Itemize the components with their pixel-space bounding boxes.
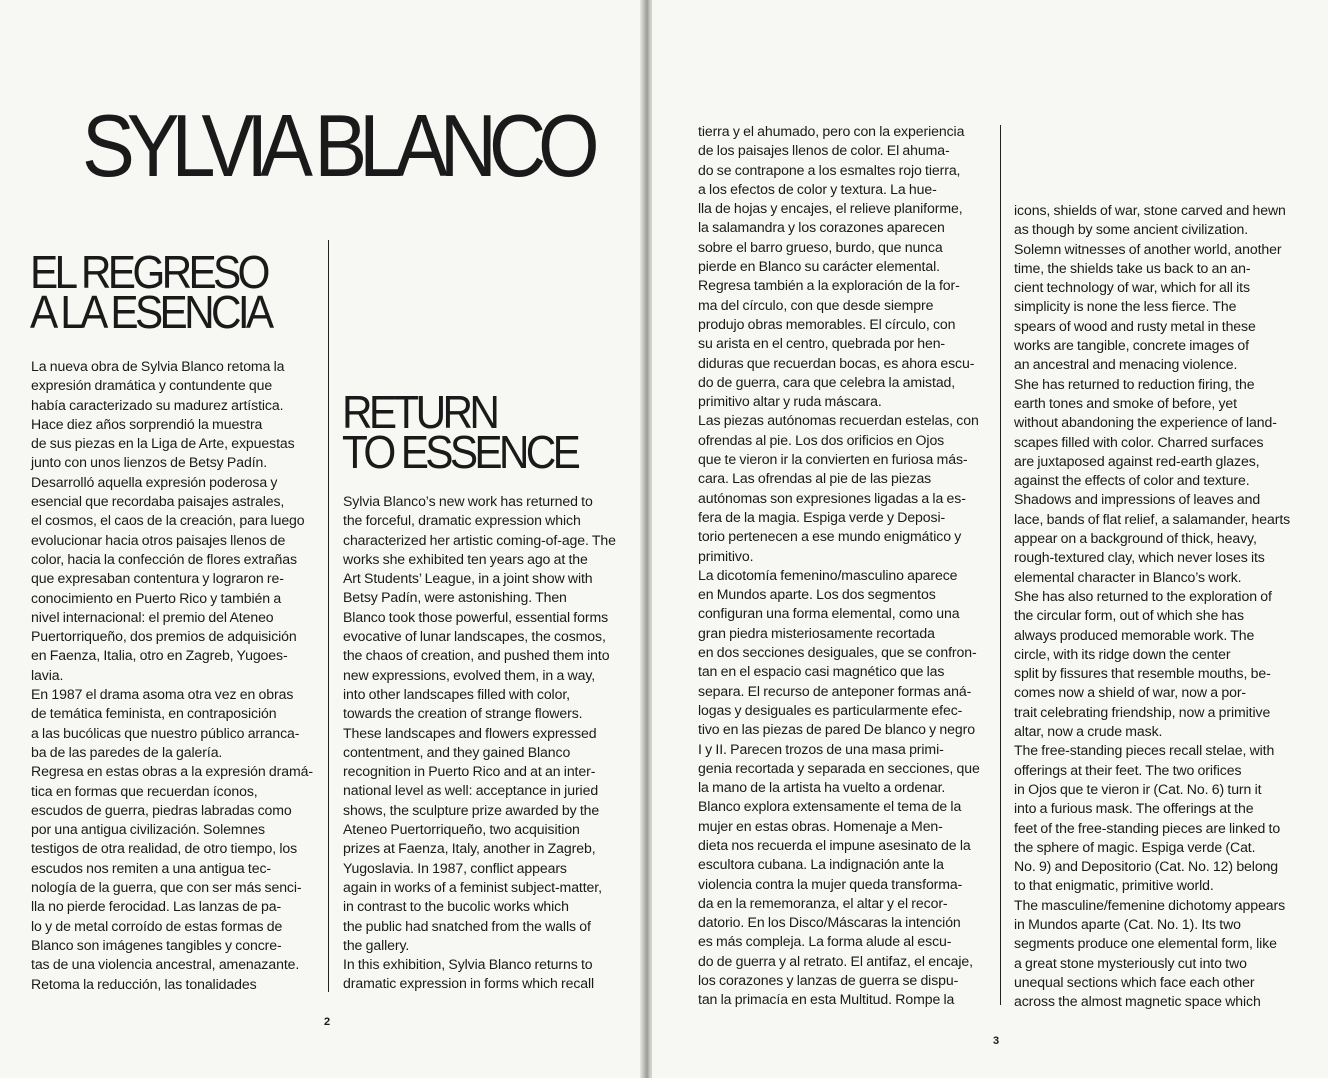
text-line: tierra y el ahumado, pero con la experiencia — [698, 123, 965, 139]
text-line: circle, with its ridge down the center — [1014, 645, 1231, 662]
text-line: national level as well: acceptance in juried — [343, 782, 599, 799]
text-line: Solemn witnesses of another world, another — [1014, 240, 1282, 257]
text-line: Retoma la reducción, las tonalidades — [31, 975, 257, 992]
text-line: autónomas son expresiones ligadas a la es- — [698, 489, 966, 506]
text-line: sobre el barro grueso, burdo, que nunca — [698, 238, 943, 255]
text-line: diduras que recuerdan bocas, es ahora escu- — [698, 354, 975, 371]
text-line: The masculine/femenine dichotomy appears — [1014, 896, 1286, 913]
text-line: Betsy Padín, were astonishing. Then — [343, 589, 567, 606]
text-line: que te vieron ir la convierten en furiosa más- — [698, 451, 968, 468]
text-line: Ateneo Puertorriqueño, two acquisition — [343, 821, 580, 838]
text-line: against the effects of color and texture. — [1014, 472, 1250, 489]
text-line: que expresaban contentura y lograron re- — [31, 570, 284, 587]
text-line: dramatic expression in forms which recall — [343, 975, 595, 992]
text-line: offerings at their feet. The two orifices — [1014, 761, 1242, 778]
page-number: 3 — [993, 1035, 1000, 1047]
text-line: la salamandra y los corazones aparecen — [698, 219, 945, 236]
text-line: Hace diez años sorprendió la muestra — [31, 415, 263, 432]
text-line: appear on a background of thick, heavy, — [1014, 530, 1257, 547]
text-line: icons, shields of war, stone carved and hewn — [1014, 202, 1286, 218]
text-line: are juxtaposed against red-earth glazes, — [1014, 452, 1260, 469]
text-line: evocative of lunar landscapes, the cosmos, — [343, 628, 606, 645]
text-line: configuran una forma elemental, como una — [698, 605, 960, 622]
text-line: mujer en estas obras. Homenaje a Men- — [698, 817, 943, 834]
text-line: tas de una violencia ancestral, amenazante. — [31, 956, 300, 973]
text-line: junto con unos lienzos de Betsy Padín. — [31, 454, 268, 471]
text-line: es más compleja. La forma alude al escu- — [698, 933, 952, 950]
heading-line: EL REGRESO — [30, 246, 267, 298]
text-line: contentment, and they gained Blanco — [343, 743, 571, 760]
text-line: produjo obras memorables. El círculo, con — [698, 315, 956, 332]
text-line: I y II. Parecen trozos de una masa primi- — [698, 740, 944, 757]
text-line: lace, bands of flat relief, a salamander, hearts — [1014, 510, 1291, 527]
text-line: lo y de metal corroído de estas formas de — [31, 917, 283, 934]
text-line: ofrendas al pie. Los dos orificios en Ojos — [698, 431, 945, 448]
text-line: La nueva obra de Sylvia Blanco retoma la — [31, 358, 285, 374]
text-line: cara. Las ofrendas al pie de las piezas — [698, 470, 932, 487]
text-line: evolucionar hacia otros paisajes llenos de — [31, 531, 286, 548]
text-line: su arista en el centro, quebrada por hen- — [698, 335, 946, 352]
text-line: En 1987 el drama asoma otra vez en obras — [31, 686, 294, 703]
text-line: works are tangible, concrete images of — [1014, 337, 1249, 354]
text-line: conocimiento en Puerto Rico y también a — [31, 589, 282, 606]
text-line: datorio. En los Disco/Máscaras la intención — [698, 914, 961, 931]
text-line: testigos de otra realidad, de otro tiempo, los — [31, 840, 298, 857]
text-line: expresión dramática y contundente que — [31, 377, 273, 394]
text-line: el cosmos, el caos de la creación, para luego — [31, 512, 305, 529]
text-line: The free-standing pieces recall stelae, with — [1014, 742, 1275, 759]
text-line: spears of wood and rusty metal in these — [1014, 317, 1256, 334]
text-line: ba de las paredes de la galería. — [31, 743, 223, 760]
text-line: lla no pierde ferocidad. Las lanzas de pa- — [31, 898, 282, 915]
text-line: earth tones and smoke of before, yet — [1014, 394, 1237, 411]
text-line: without abandoning the experience of land- — [1014, 414, 1277, 431]
text-line: do de guerra, cara que celebra la amistad, — [698, 373, 956, 390]
text-line: in Ojos que te vieron ir (Cat. No. 6) turn it — [1014, 780, 1262, 797]
text-line: scapes filled with color. Charred surfaces — [1014, 433, 1264, 450]
text-line: a great stone mysteriously cut into two — [1014, 954, 1247, 971]
text-line: de temática feminista, en contraposición — [31, 705, 277, 722]
text-line: escudos de guerra, piedras labradas como — [31, 801, 292, 818]
text-line: Blanco explora extensamente el tema de la — [698, 798, 962, 815]
text-line: Desarrolló aquella expresión poderosa y — [31, 473, 278, 490]
text-line: gran piedra misteriosamente recortada — [698, 624, 935, 641]
text-line: ma del círculo, con que desde siempre — [698, 296, 934, 313]
text-line: genia recortada y separada en secciones, que — [698, 759, 980, 776]
text-line: No. 9) and Depositorio (Cat. No. 12) belong — [1014, 858, 1279, 875]
text-line: split by fissures that resemble mouths, be- — [1014, 665, 1271, 682]
text-line: primitivo. — [698, 547, 754, 564]
text-line: tan en el espacio casi magnético que las — [698, 663, 945, 680]
text-line: esencial que recordaba paisajes astrales, — [31, 493, 285, 510]
text-line: nología de la guerra, que con ser más senci- — [31, 879, 302, 896]
text-line: tica en formas que recuerdan íconos, — [31, 782, 258, 799]
text-line: en Mundos aparte. Los dos segmentos — [698, 586, 936, 603]
text-line: Art Students’ League, in a joint show with — [343, 570, 593, 587]
text-line: unequal sections which face each other — [1014, 973, 1255, 990]
text-line: Regresa en estas obras a la expresión dramá- — [31, 763, 313, 780]
text-line: nivel internacional: el premio del Ateneo — [31, 608, 274, 625]
text-line: los corazones y lanzas de guerra se dispu- — [698, 972, 959, 989]
text-line: escudos nos remiten a una antigua tec- — [31, 859, 271, 876]
right-page — [652, 0, 1328, 1078]
heading-spanish — [30, 246, 271, 338]
heading-line: A LA ESENCIA — [30, 286, 271, 338]
text-line: new expressions, evolved them, in a way, — [343, 666, 596, 683]
text-line: the chaos of creation, and pushed them into — [343, 647, 610, 664]
text-line: as though by some ancient civilization. — [1014, 221, 1249, 238]
text-line: prizes at Faenza, Italy, another in Zagreb, — [343, 840, 596, 857]
text-line: a los efectos de color y textura. La hue- — [698, 180, 937, 197]
text-line: logas y desiguales es particularmente efec- — [698, 701, 963, 718]
text-line: altar, now a crude mask. — [1014, 723, 1163, 740]
text-line: the sphere of magic. Espiga verde (Cat. — [1014, 838, 1256, 855]
text-line: fera de la magia. Espiga verde y Deposi- — [698, 508, 946, 525]
text-line: elemental character in Blanco’s work. — [1014, 568, 1242, 585]
text-line: de los paisajes llenos de color. El ahuma- — [698, 142, 950, 159]
text-line: the circular form, out of which she has — [1014, 607, 1244, 624]
text-line: always produced memorable work. The — [1014, 626, 1255, 643]
text-line: towards the creation of strange flowers. — [343, 705, 583, 722]
text-line: trait celebrating friendship, now a primitive — [1014, 703, 1271, 720]
column-divider — [328, 240, 329, 992]
text-line: había caracterizado su madurez artística. — [31, 396, 284, 413]
text-line: shows, the sculpture prize awarded by the — [343, 801, 600, 818]
text-line: rough-textured clay, which never loses its — [1014, 549, 1265, 566]
text-line: Las piezas autónomas recuerdan estelas, con — [698, 412, 979, 429]
text-line: simplicity is none the less fierce. The — [1014, 298, 1237, 315]
text-line: torio pertenecen a ese mundo enigmático y — [698, 528, 962, 545]
text-line: Shadows and impressions of leaves and — [1014, 491, 1261, 508]
text-line: Sylvia Blanco’s new work has returned to — [343, 493, 593, 509]
heading-english — [342, 386, 578, 478]
text-line: dieta nos recuerda el impune asesinato de la — [698, 836, 971, 853]
column-divider — [1000, 125, 1001, 1005]
text-line: de sus piezas en la Liga de Arte, expuestas — [31, 435, 295, 452]
text-line: Regresa también a la exploración de la for- — [698, 277, 960, 294]
english-text-column-continued — [1014, 201, 1304, 1011]
text-line: the public had snatched from the walls of — [343, 917, 591, 934]
text-line: These landscapes and flowers expressed — [343, 724, 597, 741]
text-line: In this exhibition, Sylvia Blanco returns to — [343, 956, 593, 973]
spanish-text-column-continued — [698, 122, 984, 1010]
text-line: a las bucólicas que nuestro público arranca- — [31, 724, 300, 741]
text-line: Yugoslavia. In 1987, conflict appears — [343, 859, 567, 876]
text-line: into a furious mask. The offerings at the — [1014, 800, 1254, 817]
text-line: da en la rememoranza, el altar y el recor- — [698, 894, 948, 911]
text-line: again in works of a feminist subject-matter, — [343, 878, 602, 895]
text-line: por una antigua civilización. Solemnes — [31, 821, 265, 838]
text-line: en Faenza, Italia, otro en Zagreb, Yugoes- — [31, 647, 288, 664]
text-line: Blanco son imágenes tangibles y concre- — [31, 936, 282, 953]
text-line: do se contrapone a los esmaltes rojo tierra, — [698, 161, 961, 178]
text-line: color, hacia la confección de flores extrañas — [31, 550, 297, 567]
heading-line: RETURN — [342, 386, 497, 438]
spanish-text-column — [31, 357, 313, 994]
text-line: into other landscapes filled with color, — [343, 685, 570, 702]
text-line: tan la primacía en esta Multitud. Rompe la — [698, 991, 955, 1008]
text-line: an ancestral and menacing violence. — [1014, 356, 1238, 373]
text-line: works she exhibited ten years ago at the — [343, 550, 588, 567]
text-line: in Mundos aparte (Cat. No. 1). Its two — [1014, 915, 1241, 932]
text-line: across the almost magnetic space which — [1014, 993, 1261, 1010]
text-line: Puertorriqueño, dos premios de adquisición — [31, 628, 297, 645]
text-line: the gallery. — [343, 936, 410, 953]
english-text-column — [343, 492, 628, 994]
text-line: do de guerra y al retrato. El antifaz, el encaje, — [698, 952, 973, 969]
text-line: the forceful, dramatic expression which — [343, 512, 581, 529]
artist-title: SYLVIA BLANCO — [82, 96, 592, 195]
text-line: segments produce one elemental form, like — [1014, 935, 1277, 952]
text-line: comes now a shield of war, now a por- — [1014, 684, 1247, 701]
text-line: La dicotomía femenino/masculino aparece — [698, 566, 958, 583]
text-line: to that enigmatic, primitive world. — [1014, 877, 1214, 894]
text-line: characterized her artistic coming-of-age. The — [343, 531, 616, 548]
heading-line: TO ESSENCE — [342, 426, 578, 478]
text-line: Blanco took those powerful, essential forms — [343, 608, 609, 625]
page-number: 2 — [324, 1016, 331, 1028]
text-line: recognition in Puerto Rico and at an inter- — [343, 763, 596, 780]
text-line: in contrast to the bucolic works which — [343, 898, 569, 915]
text-line: She has also returned to the exploration of — [1014, 587, 1272, 604]
text-line: tivo en las piezas de pared De blanco y negro — [698, 721, 975, 738]
text-line: feet of the free-standing pieces are linked to — [1014, 819, 1281, 836]
text-line: la mano de la artista ha vuelto a ordenar. — [698, 779, 946, 796]
text-line: separa. El recurso de anteponer formas aná- — [698, 682, 972, 699]
text-line: en dos secciones desiguales, que se confron- — [698, 644, 977, 661]
text-line: escultora cubana. La indignación ante la — [698, 856, 944, 873]
left-page — [0, 0, 645, 1078]
text-line: pierde en Blanco su carácter elemental. — [698, 258, 940, 275]
text-line: lavia. — [31, 666, 64, 683]
text-line: She has returned to reduction firing, the — [1014, 375, 1255, 392]
text-line: cient technology of war, which for all its — [1014, 279, 1250, 296]
text-line: primitivo altar y ruda máscara. — [698, 393, 882, 410]
text-line: lla de hojas y encajes, el relieve planiforme, — [698, 200, 963, 217]
text-line: violencia contra la mujer queda transforma- — [698, 875, 963, 892]
text-line: time, the shields take us back to an an- — [1014, 259, 1251, 276]
